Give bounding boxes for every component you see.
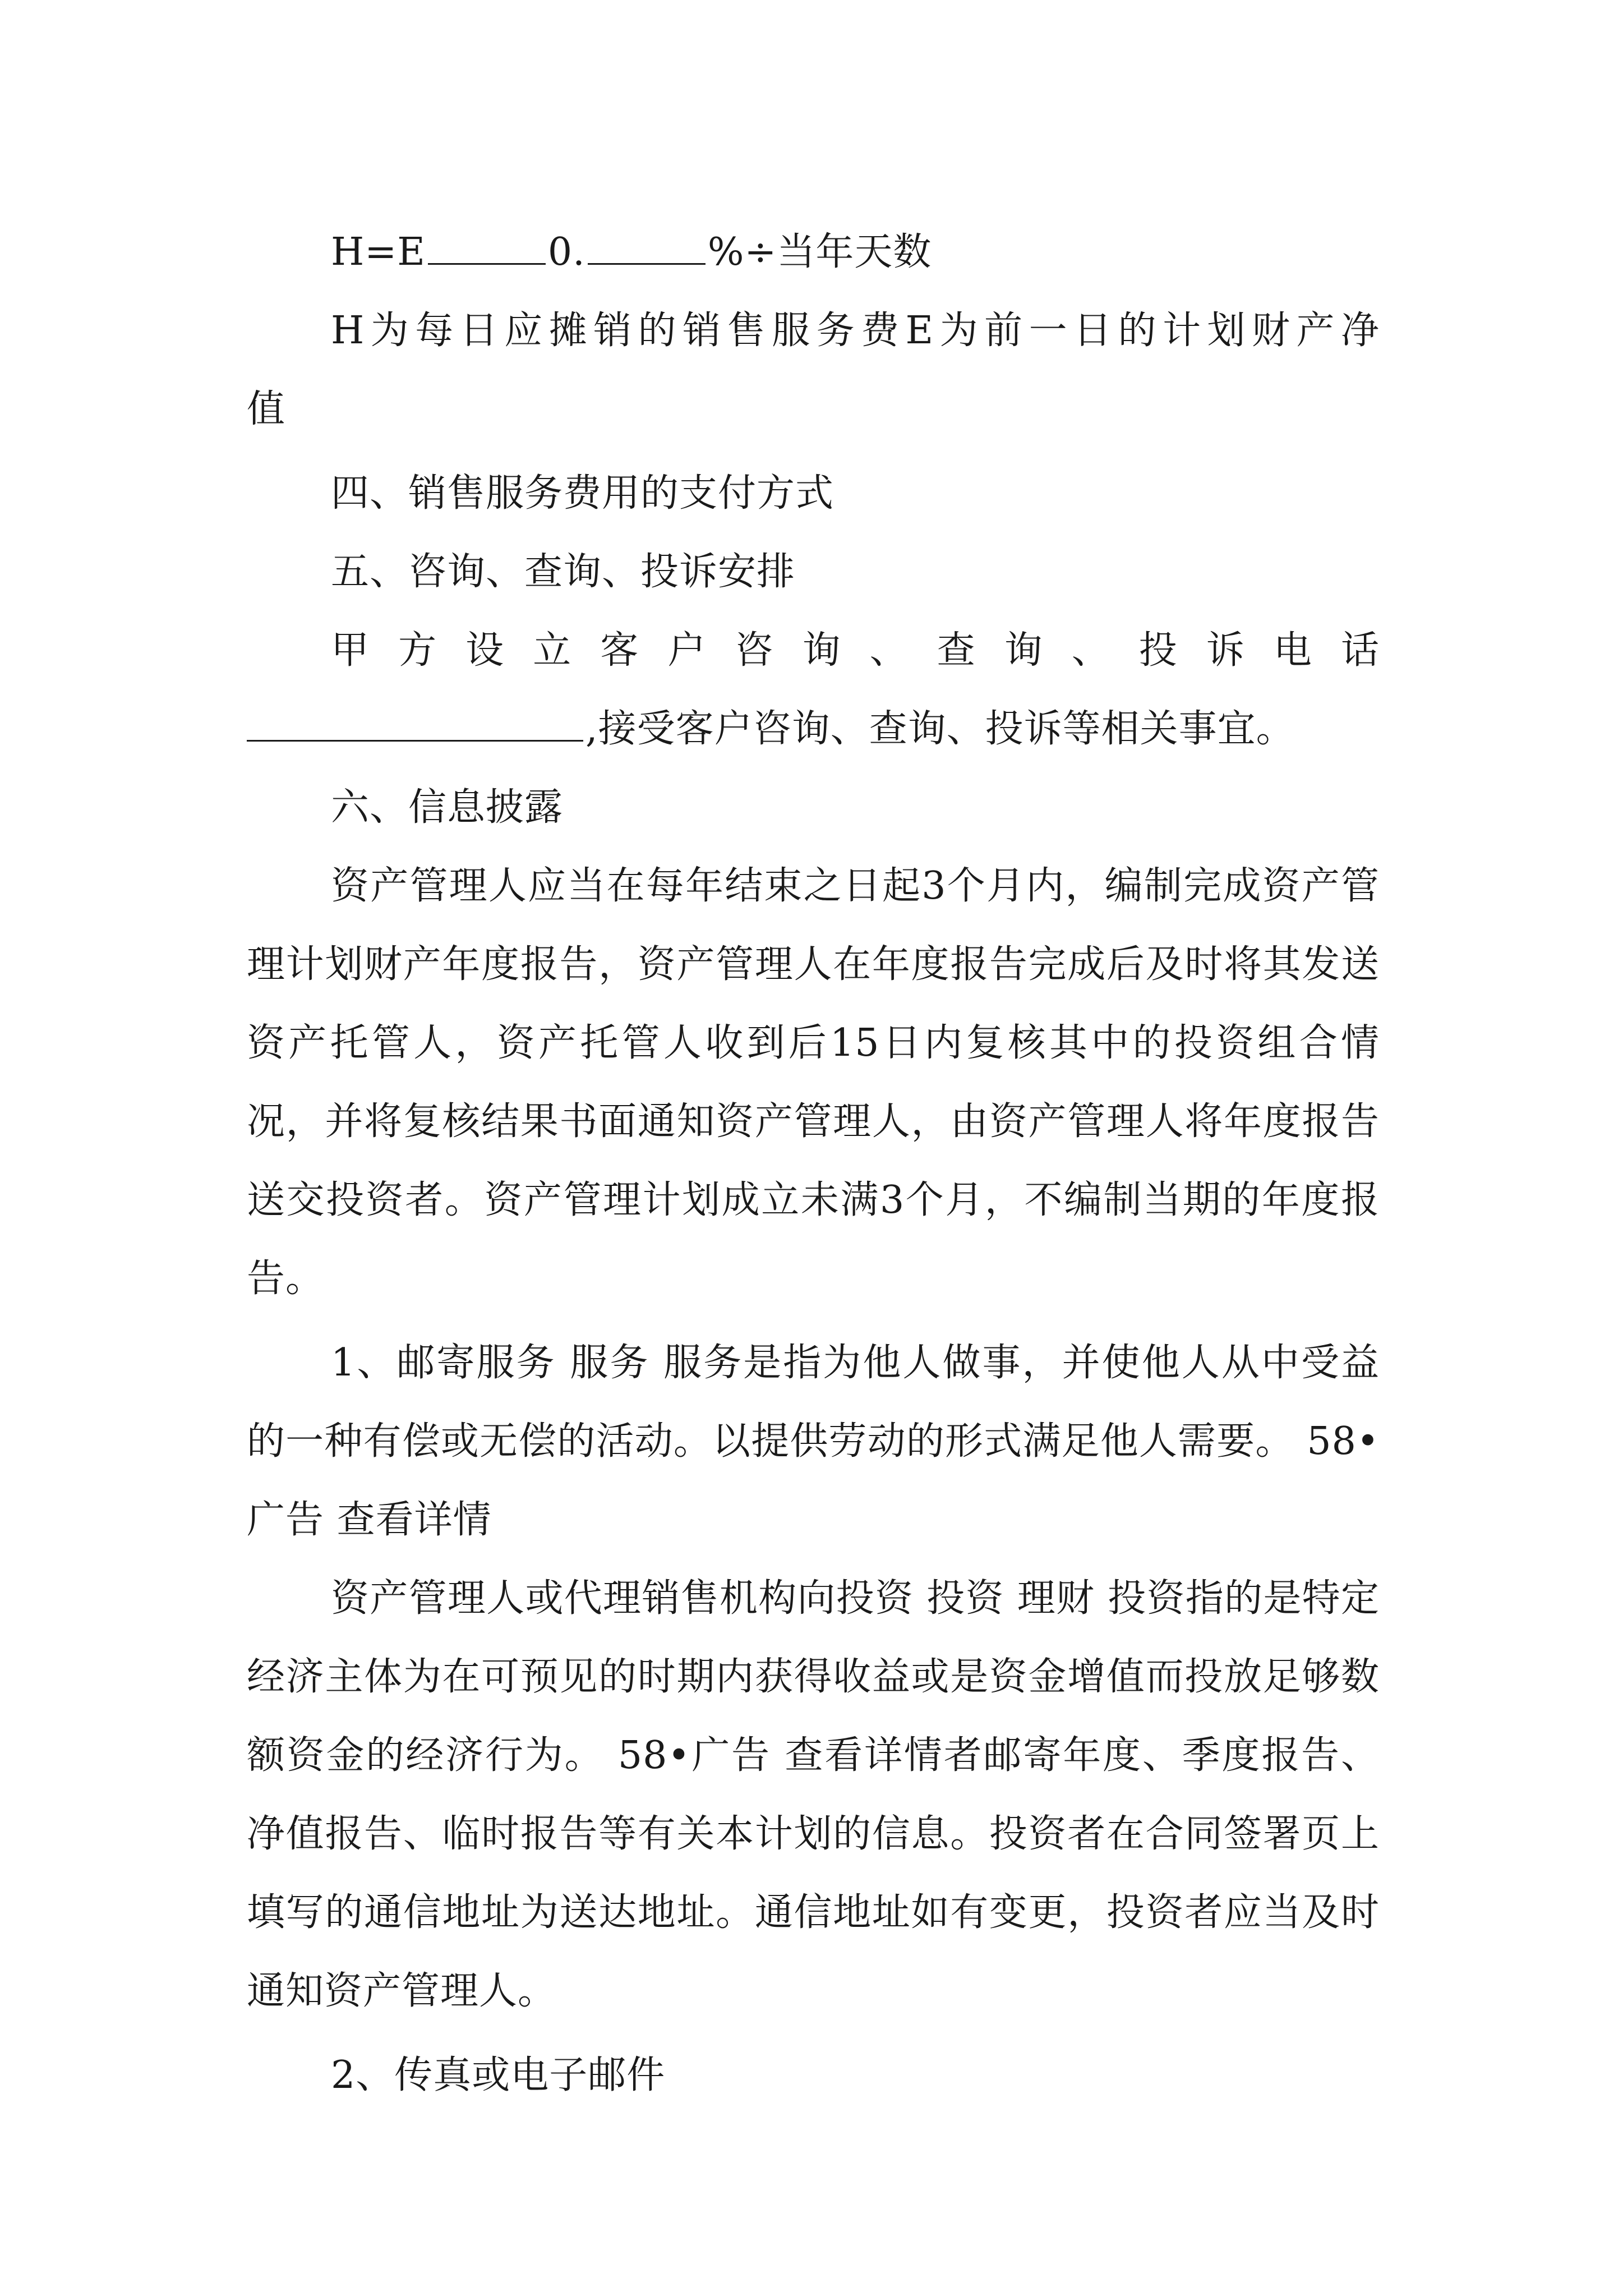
disclosure-paragraph: 资产管理人应当在每年结束之日起3个月内，编制完成资产管理计划财产年度报告，资产管理人在年度报告完成后及时将其发送资产托管人，资产托管人收到后15日内复核其中的投资组合情况，并将复核结果书面通知资产管理人，由资产管理人将年度报告送交投资者。资产管理计划成立未满3个月，不编制当期的年度报告。 [247,864,1380,1301]
mail-service-paragraph: 1、邮寄服务 服务 服务是指为他人做事，并使他人从中受益的一种有偿或无偿的活动。以提供劳动的形式满足他人需要。 58•广告 查看详情 [247,1341,1380,1542]
section-5-heading: 五、咨询、查询、投诉安排 [331,550,796,594]
fee-formula [247,213,1380,292]
section-4-heading: 四、销售服务费用的支付方式 [331,471,834,516]
section-6-heading: 六、信息披露 [331,785,564,830]
complaint-phone-line-1: 甲方设立客户咨询、查询、投诉电话 [331,628,1380,673]
formula-suffix: %÷当年天数 [707,230,932,274]
complaint-phone-suffix: ,接受客户咨询、查询、投诉等相关事宜。 [585,707,1295,751]
mail-delivery-paragraph: 资产管理人或代理销售机构向投资 投资 理财 投资指的是特定经济主体为在可预见的时期内获得收益或是资金增值而投放足够数额资金的经济行为。 58•广告 查看详情者邮寄年度、季度报告、净值报告、临时报告等有关本计划的信息。投资者在合同签署页上填写的通信地址为送达地址。通信地址如有变更，投资者应当及时通知资产管理人。 [247,1576,1380,2013]
document-body [247,213,1380,2115]
fax-email-heading: 2、传真或电子邮件 [331,2053,666,2097]
formula-middle: 0. [547,230,585,274]
formula-blank-2 [588,232,706,265]
formula-description-line-1: H为每日应摊销的销售服务费E为前一日的计划财产净 [331,309,1380,353]
complaint-phone-line-2 [247,690,1380,769]
phone-blank [247,708,583,742]
formula-description-line-2: 值 [247,387,286,431]
formula-blank-1 [428,232,546,265]
formula-prefix: H=E [331,230,426,274]
